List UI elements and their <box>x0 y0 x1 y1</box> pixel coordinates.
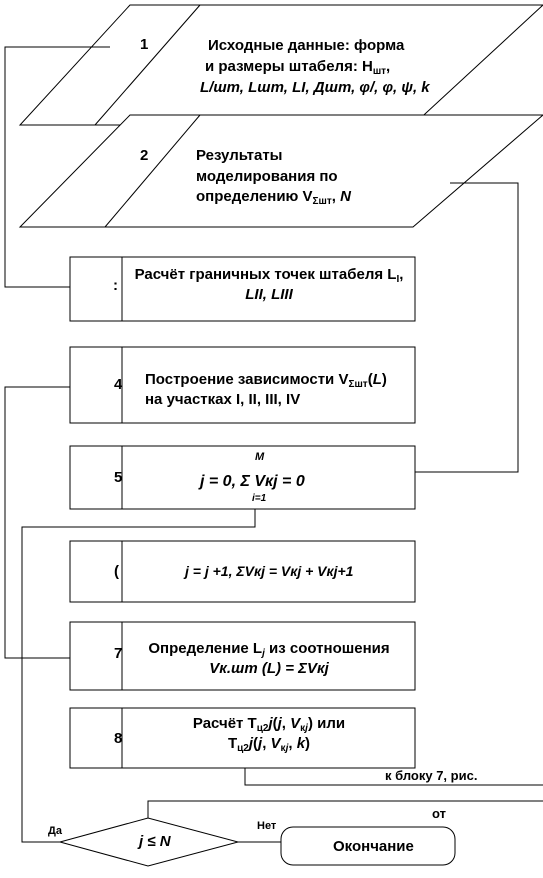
block4-number: 4 <box>114 376 123 393</box>
block2-number: 2 <box>140 147 149 164</box>
block4-text: Построение зависимости $V_{\Sigma шт}(L)$ на участках I, II, III, IV <box>145 371 387 408</box>
block6-formula: j = j +1, ΣVкj = Vкj + Vкj+1 <box>185 563 354 579</box>
block1-line2: и размеры штабеля: $H_{шт}$, <box>205 58 391 77</box>
connector-block2-to-block5 <box>415 183 518 472</box>
block6-number: ( <box>114 563 119 580</box>
block3-line1: Расчёт граничных точек штабеля L <box>134 266 397 283</box>
block8-line1: Расчёт T <box>192 715 257 732</box>
terminal-label: Окончание <box>333 838 414 855</box>
block2-line3-clip <box>190 188 410 207</box>
block3-line2: LII, LIII <box>245 286 293 303</box>
block1-line1: Исходные данные: форма <box>208 37 405 54</box>
block3-text: Расчёт граничных точек штабеля $L_I$, LII, LIII <box>134 266 404 303</box>
block8-text: Расчёт $T_{ц2}j(j$, $V_{кj}$) или $T_{ц2}j(j$, $V_{кj}$, k) <box>192 715 346 754</box>
block5-sum-lower: i=1 <box>252 493 267 504</box>
block5-sum-upper: M <box>255 451 265 463</box>
to-block-label: к блоку 7, рис. <box>385 768 478 783</box>
from-label: от <box>432 806 446 821</box>
block8-number: 8 <box>114 730 123 747</box>
no-label: Нет <box>257 820 277 832</box>
block5-number: 5 <box>114 469 123 486</box>
block1-number: 1 <box>140 36 149 53</box>
block2-line3: определению $V_{\Sigma шт}$, N <box>196 188 351 207</box>
block7-line1: Определение L <box>148 640 263 657</box>
block2-line1: Результаты <box>196 147 283 164</box>
block3-number: : <box>113 277 118 294</box>
yes-label: Да <box>48 825 62 837</box>
block5-formula: j = 0, Σ Vкj = 0 <box>200 473 305 490</box>
block2-line3-text: определению V <box>196 188 313 205</box>
block4-line1: Построение зависимости V <box>145 371 349 388</box>
block1-line2-text: и размеры штабеля: H <box>205 58 373 75</box>
block4-line2: на участках I, II, III, IV <box>145 391 301 408</box>
connector-from-right <box>148 801 543 818</box>
decision-condition: j ≤ N <box>139 833 171 850</box>
block2-line2: моделирования по <box>196 168 338 185</box>
block1-line3: L/шт, Lшт, LI, Дшт, φ/, φ, ψ, k <box>200 79 430 96</box>
block7-number: 7 <box>114 645 123 662</box>
connector-block4-to-block7 <box>5 387 70 658</box>
block8-line2: T <box>227 735 238 752</box>
block7-line2: Vк.шт (L) = ΣVкj <box>209 660 329 677</box>
block7-text: Определение $L_j$ из соотношения Vк.шт (L) = ΣVкj <box>148 640 390 677</box>
